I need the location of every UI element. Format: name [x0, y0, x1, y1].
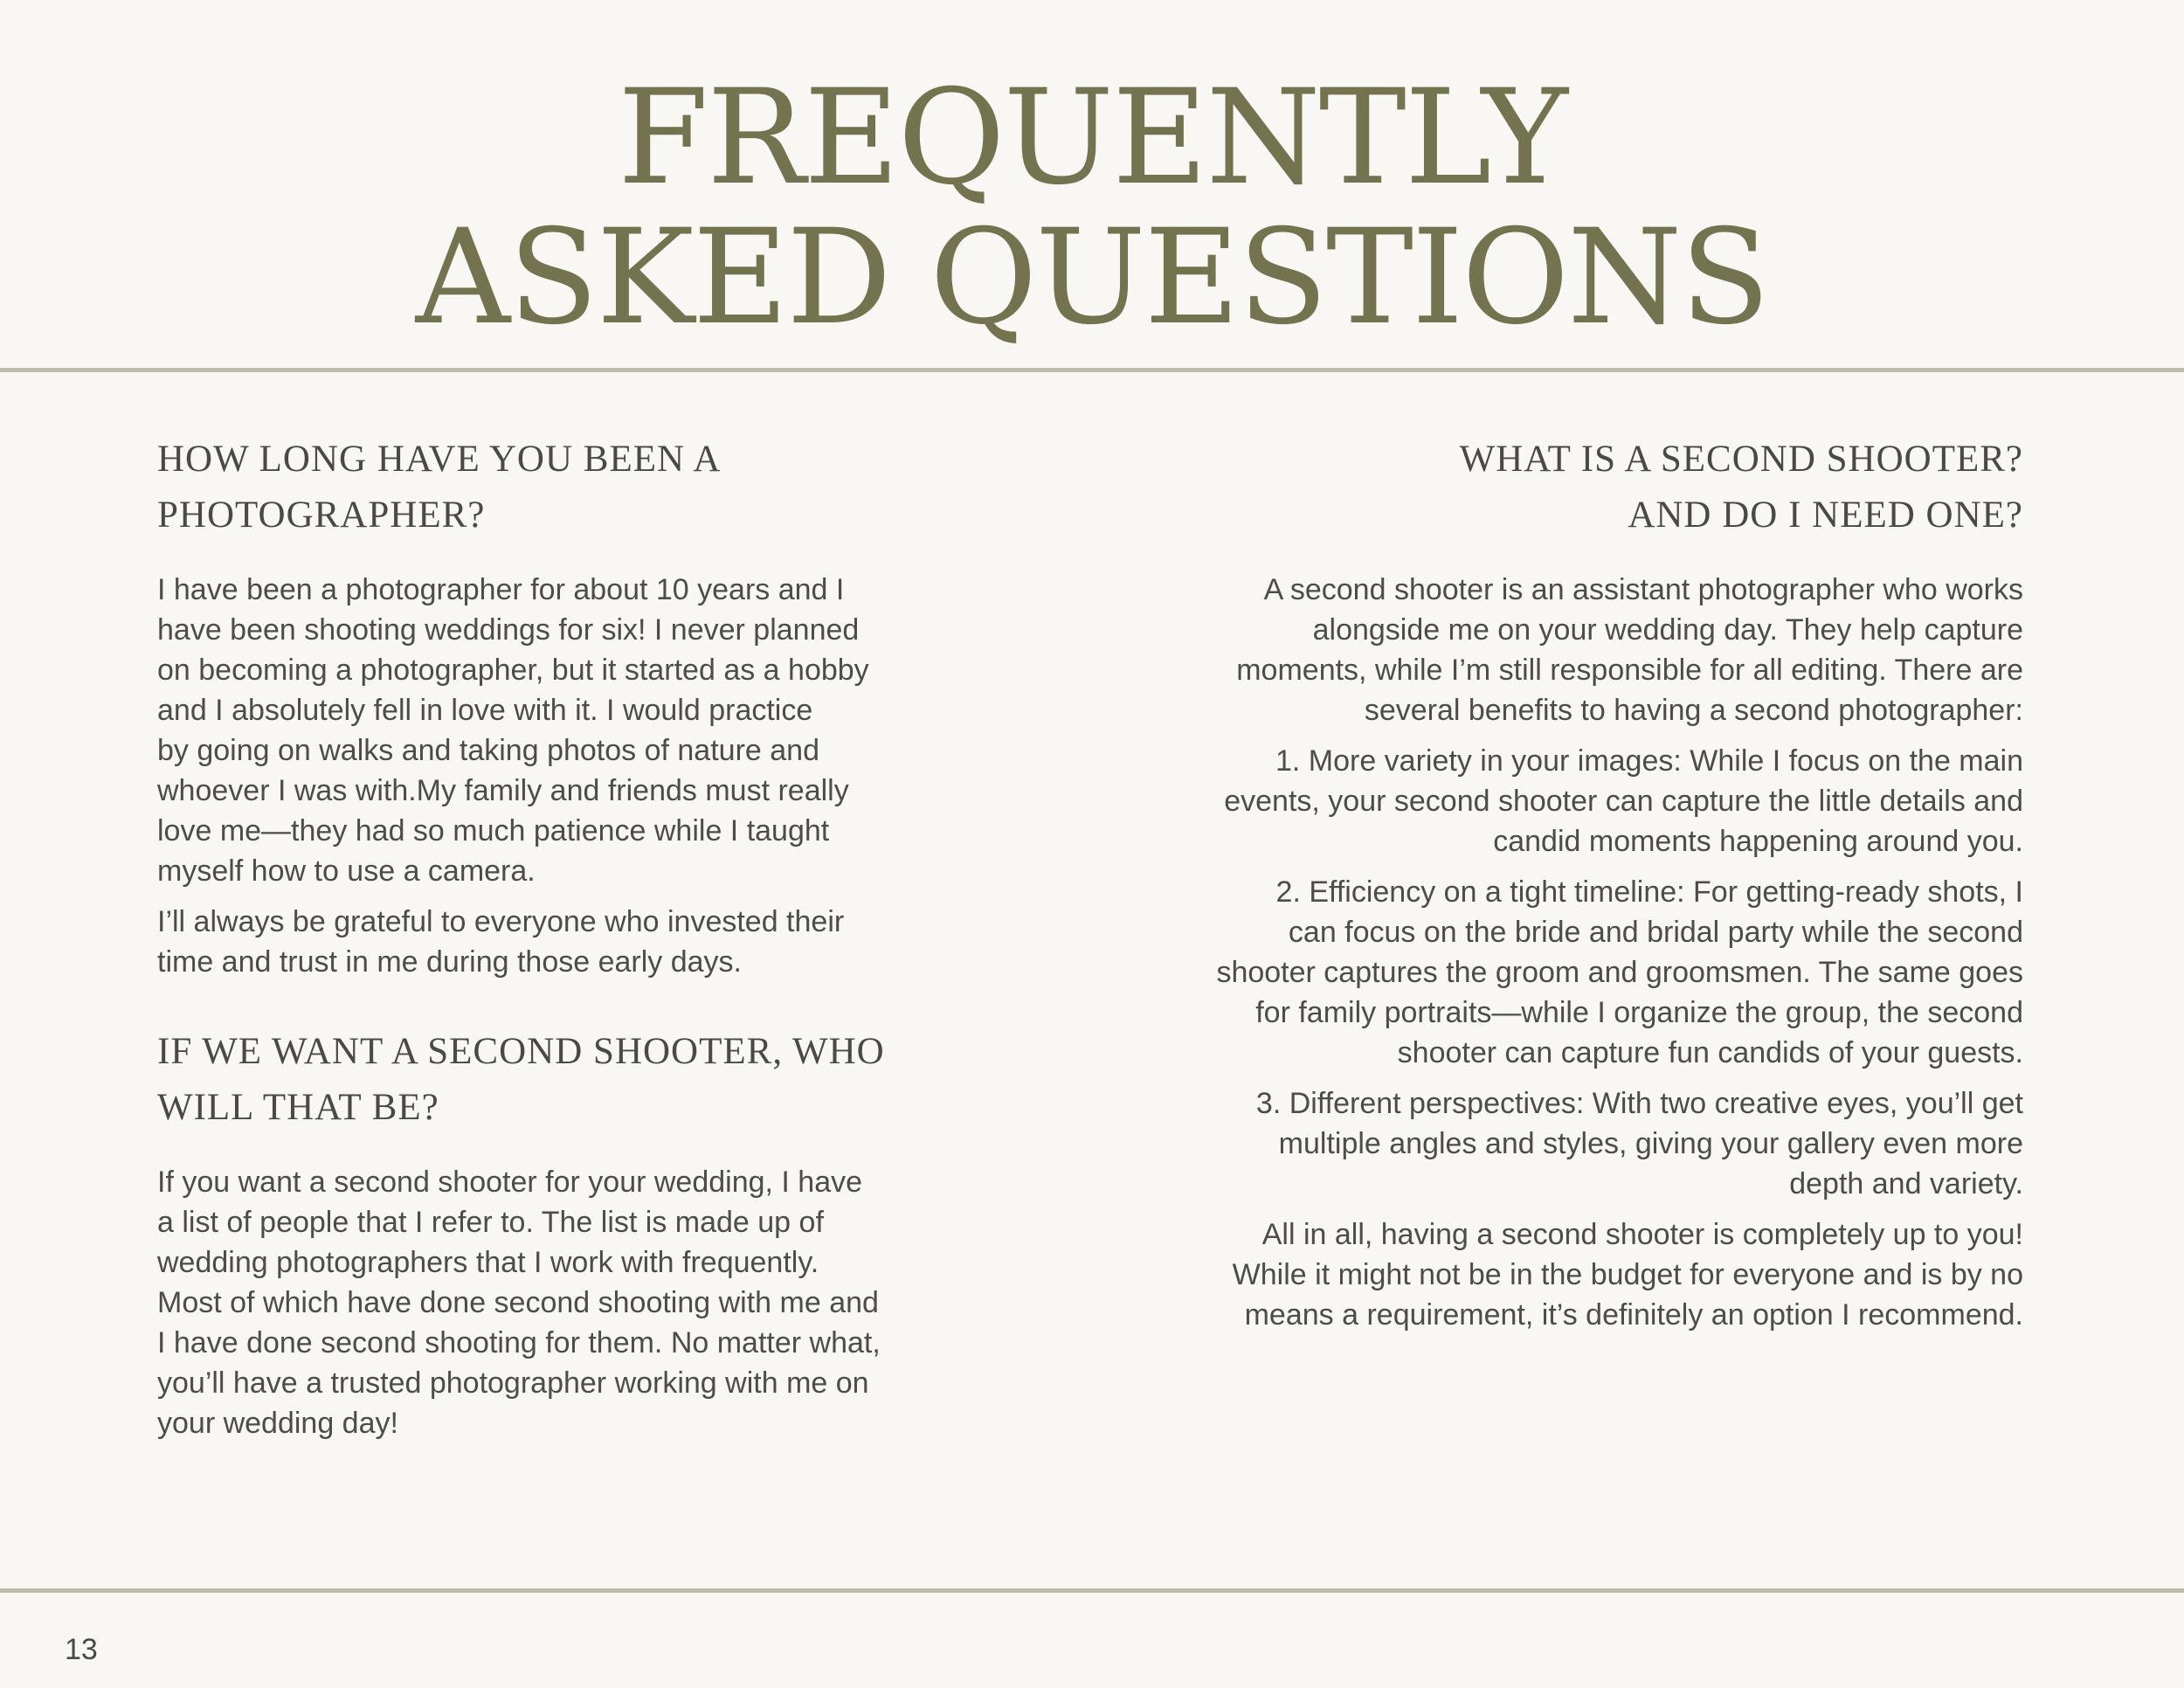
text-line: means a requirement, it’s definitely an option I recommend. [1244, 1298, 2023, 1332]
answer-paragraph [157, 570, 926, 891]
answer-paragraph [1162, 570, 2023, 730]
text-line: events, your second shooter can capture the little details and [1224, 785, 2023, 818]
text-line: wedding photographers that I work with frequently. [157, 1246, 819, 1279]
text-line: love me—they had so much patience while I taught [157, 814, 830, 847]
text-line: a list of people that I refer to. The list is made up of [157, 1206, 824, 1239]
page-title-line-1: FREQUENTLY [618, 62, 1566, 214]
text-line: your wedding day! [157, 1407, 398, 1440]
text-line: 1. More variety in your images: While I focus on the main [1275, 744, 2023, 778]
text-line: A second shooter is an assistant photographer who works [1263, 573, 2023, 606]
answer-conclusion [1162, 1214, 2023, 1335]
text-line: for family portraits—while I organize the group, the second [1255, 996, 2023, 1029]
text-line: multiple angles and styles, giving your gallery even more [1278, 1127, 2023, 1160]
text-line: 3. Different perspectives: With two creative eyes, you’ll get [1255, 1087, 2023, 1120]
answer-paragraph [157, 1162, 926, 1443]
text-line: While it might not be in the budget for everyone and is by no [1232, 1258, 2023, 1291]
heading-line: AND DO I NEED ONE? [1628, 495, 2023, 536]
question-heading-second-shooter-who [157, 1024, 926, 1136]
text-line: and I absolutely fell in love with it. I would practice [157, 694, 813, 727]
benefit-item-efficiency [1162, 872, 2023, 1073]
text-line: I have done second shooting for them. No matter what, [157, 1326, 881, 1359]
text-line: alongside me on your wedding day. They help capture [1312, 613, 2023, 647]
text-line: depth and variety. [1789, 1167, 2023, 1200]
text-line: by going on walks and taking photos of nature and [157, 734, 819, 767]
heading-line: PHOTOGRAPHER? [157, 495, 486, 536]
text-line: Most of which have done second shooting with me and [157, 1286, 879, 1319]
page-number: 13 [65, 1633, 98, 1666]
question-heading-photographer-experience [157, 432, 926, 543]
text-line: I have been a photographer for about 10 years and I [157, 573, 845, 606]
heading-line: HOW LONG HAVE YOU BEEN A [157, 439, 722, 480]
text-line: shooter captures the groom and groomsmen. The same goes [1216, 956, 2023, 989]
text-line: If you want a second shooter for your wedding, I have [157, 1166, 863, 1199]
page-title-line-2: ASKED QUESTIONS [415, 202, 1769, 354]
text-line: myself how to use a camera. [157, 854, 536, 888]
right-column [1162, 432, 2023, 1346]
text-line: have been shooting weddings for six! I never planned [157, 613, 860, 647]
text-line: several benefits to having a second photographer: [1364, 694, 2023, 727]
text-line: shooter can capture fun candids of your guests. [1397, 1036, 2023, 1069]
heading-line: IF WE WANT A SECOND SHOOTER, WHO [157, 1031, 885, 1072]
top-divider [0, 368, 2184, 372]
heading-line: WHAT IS A SECOND SHOOTER? [1459, 439, 2023, 480]
text-line: All in all, having a second shooter is completely up to you! [1261, 1218, 2023, 1251]
bottom-divider [0, 1588, 2184, 1593]
text-line: time and trust in me during those early days. [157, 945, 742, 979]
text-line: on becoming a photographer, but it started as a hobby [157, 654, 869, 687]
text-line: moments, while I’m still responsible for all editing. There are [1236, 654, 2023, 687]
answer-paragraph [157, 902, 926, 982]
heading-line: WILL THAT BE? [157, 1087, 439, 1128]
benefit-item-perspectives [1162, 1083, 2023, 1204]
page-title [0, 62, 2184, 354]
left-column [157, 432, 926, 1454]
question-heading-what-is-second-shooter [1162, 432, 2023, 543]
text-line: whoever I was with.My family and friends must really [157, 774, 849, 807]
benefit-item-variety [1162, 741, 2023, 861]
text-line: 2. Efficiency on a tight timeline: For getting-ready shots, I [1275, 875, 2023, 909]
text-line: can focus on the bride and bridal party while the second [1288, 916, 2023, 949]
text-line: candid moments happening around you. [1493, 825, 2023, 858]
text-line: I’ll always be grateful to everyone who invested their [157, 905, 845, 938]
text-line: you’ll have a trusted photographer working with me on [157, 1366, 869, 1400]
